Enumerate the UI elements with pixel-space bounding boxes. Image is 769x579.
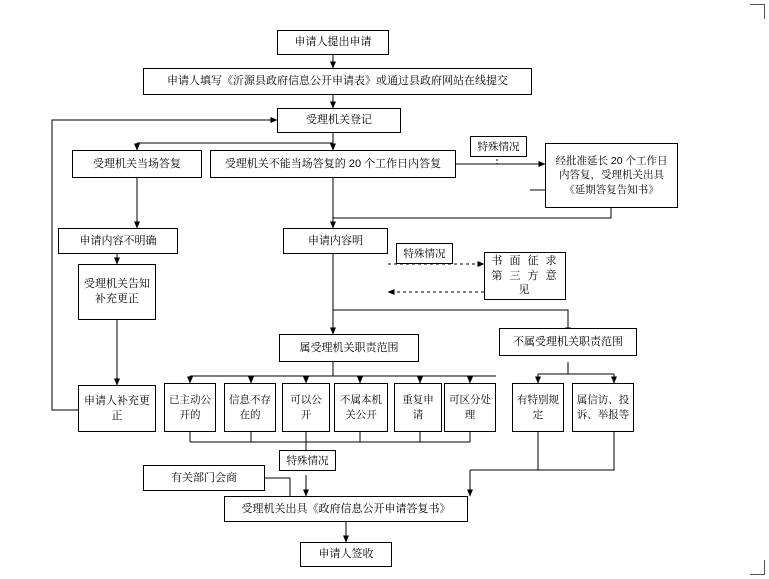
- node-applicant-receipt[interactable]: [300, 542, 392, 567]
- node-label: 申请内容明: [308, 234, 363, 247]
- node-label: 申请人提出申请: [294, 36, 372, 49]
- node-label: 书 面 征 求 第 三 方 意 见: [491, 254, 559, 297]
- node-label: 属信访、投诉、举报等: [576, 394, 630, 421]
- node-label: 受理机关告知补充更正: [84, 278, 150, 305]
- node-already-disclosed[interactable]: [164, 383, 216, 432]
- node-outside-agency-scope[interactable]: [499, 328, 637, 356]
- node-label: 属受理机关职责范围: [299, 341, 399, 354]
- node-issue-reply-document[interactable]: [224, 496, 468, 522]
- node-label: 可以公开: [290, 394, 322, 421]
- label-special-case-1: [470, 136, 527, 157]
- node-label: 已主动公开的: [169, 394, 211, 421]
- node-special-regulation[interactable]: [512, 383, 564, 432]
- node-label: 不属受理机关职责范围: [513, 335, 623, 348]
- free-label-text: 特殊情况: [477, 141, 520, 153]
- node-onsite-reply[interactable]: [72, 150, 202, 178]
- node-label: 受理机关不能当场答复的 20 个工作日内答复: [224, 157, 442, 170]
- node-department-consultation[interactable]: [143, 465, 265, 491]
- node-label: 受理机关出具《政府信息公开申请答复书》: [241, 502, 451, 515]
- label-special-case-3: [279, 450, 336, 471]
- node-label: 申请内容不明确: [79, 234, 157, 247]
- node-label: 申请人补充更正: [84, 394, 150, 422]
- node-agency-registration[interactable]: [277, 108, 401, 133]
- node-can-disclose[interactable]: [282, 383, 330, 432]
- node-fill-application-form[interactable]: [143, 68, 532, 95]
- node-label: 有关部门会商: [171, 471, 237, 484]
- node-label: 申请人填写《沂源县政府信息公开申请表》或通过县政府网站在线提交: [167, 75, 508, 88]
- node-extension-notice[interactable]: [545, 143, 678, 208]
- node-written-third-party-opinion[interactable]: [484, 252, 566, 300]
- node-label: 有特别规定: [517, 394, 559, 421]
- node-applicant-supplement[interactable]: [78, 385, 156, 432]
- node-label: 信息不存在的: [229, 394, 271, 421]
- node-repeat-request[interactable]: [394, 383, 442, 432]
- node-label: 申请人签收: [318, 548, 374, 561]
- node-within-agency-scope[interactable]: [279, 334, 419, 362]
- free-label-text: 特殊情况: [403, 248, 446, 260]
- node-notify-supplement[interactable]: [78, 264, 156, 320]
- node-label: 重复申请: [402, 394, 434, 421]
- node-label: 受理机关当场答复: [93, 157, 181, 170]
- node-label: 受理机关登记: [306, 114, 372, 127]
- node-label: 经批准延长 20 个工作日内答复，受理机关出具《延期答复告知书》: [555, 155, 668, 196]
- free-label-text: 特殊情况: [286, 455, 329, 467]
- node-applicant-submit[interactable]: [277, 30, 389, 55]
- node-label: 不属本机关公开: [340, 394, 382, 421]
- label-special-case-2: [396, 243, 453, 264]
- node-request-unclear[interactable]: [58, 228, 178, 254]
- node-info-not-exist[interactable]: [224, 383, 276, 432]
- node-separable-handling[interactable]: [444, 383, 496, 432]
- page-corner-top-right: [750, 4, 765, 19]
- node-20-working-days-reply[interactable]: [210, 150, 456, 178]
- node-label: 可区分处理: [449, 394, 491, 421]
- node-petition-complaint[interactable]: [572, 383, 634, 432]
- node-request-clear[interactable]: [283, 228, 388, 254]
- page-corner-bottom-right: [750, 560, 765, 575]
- node-not-this-agency[interactable]: [334, 383, 388, 432]
